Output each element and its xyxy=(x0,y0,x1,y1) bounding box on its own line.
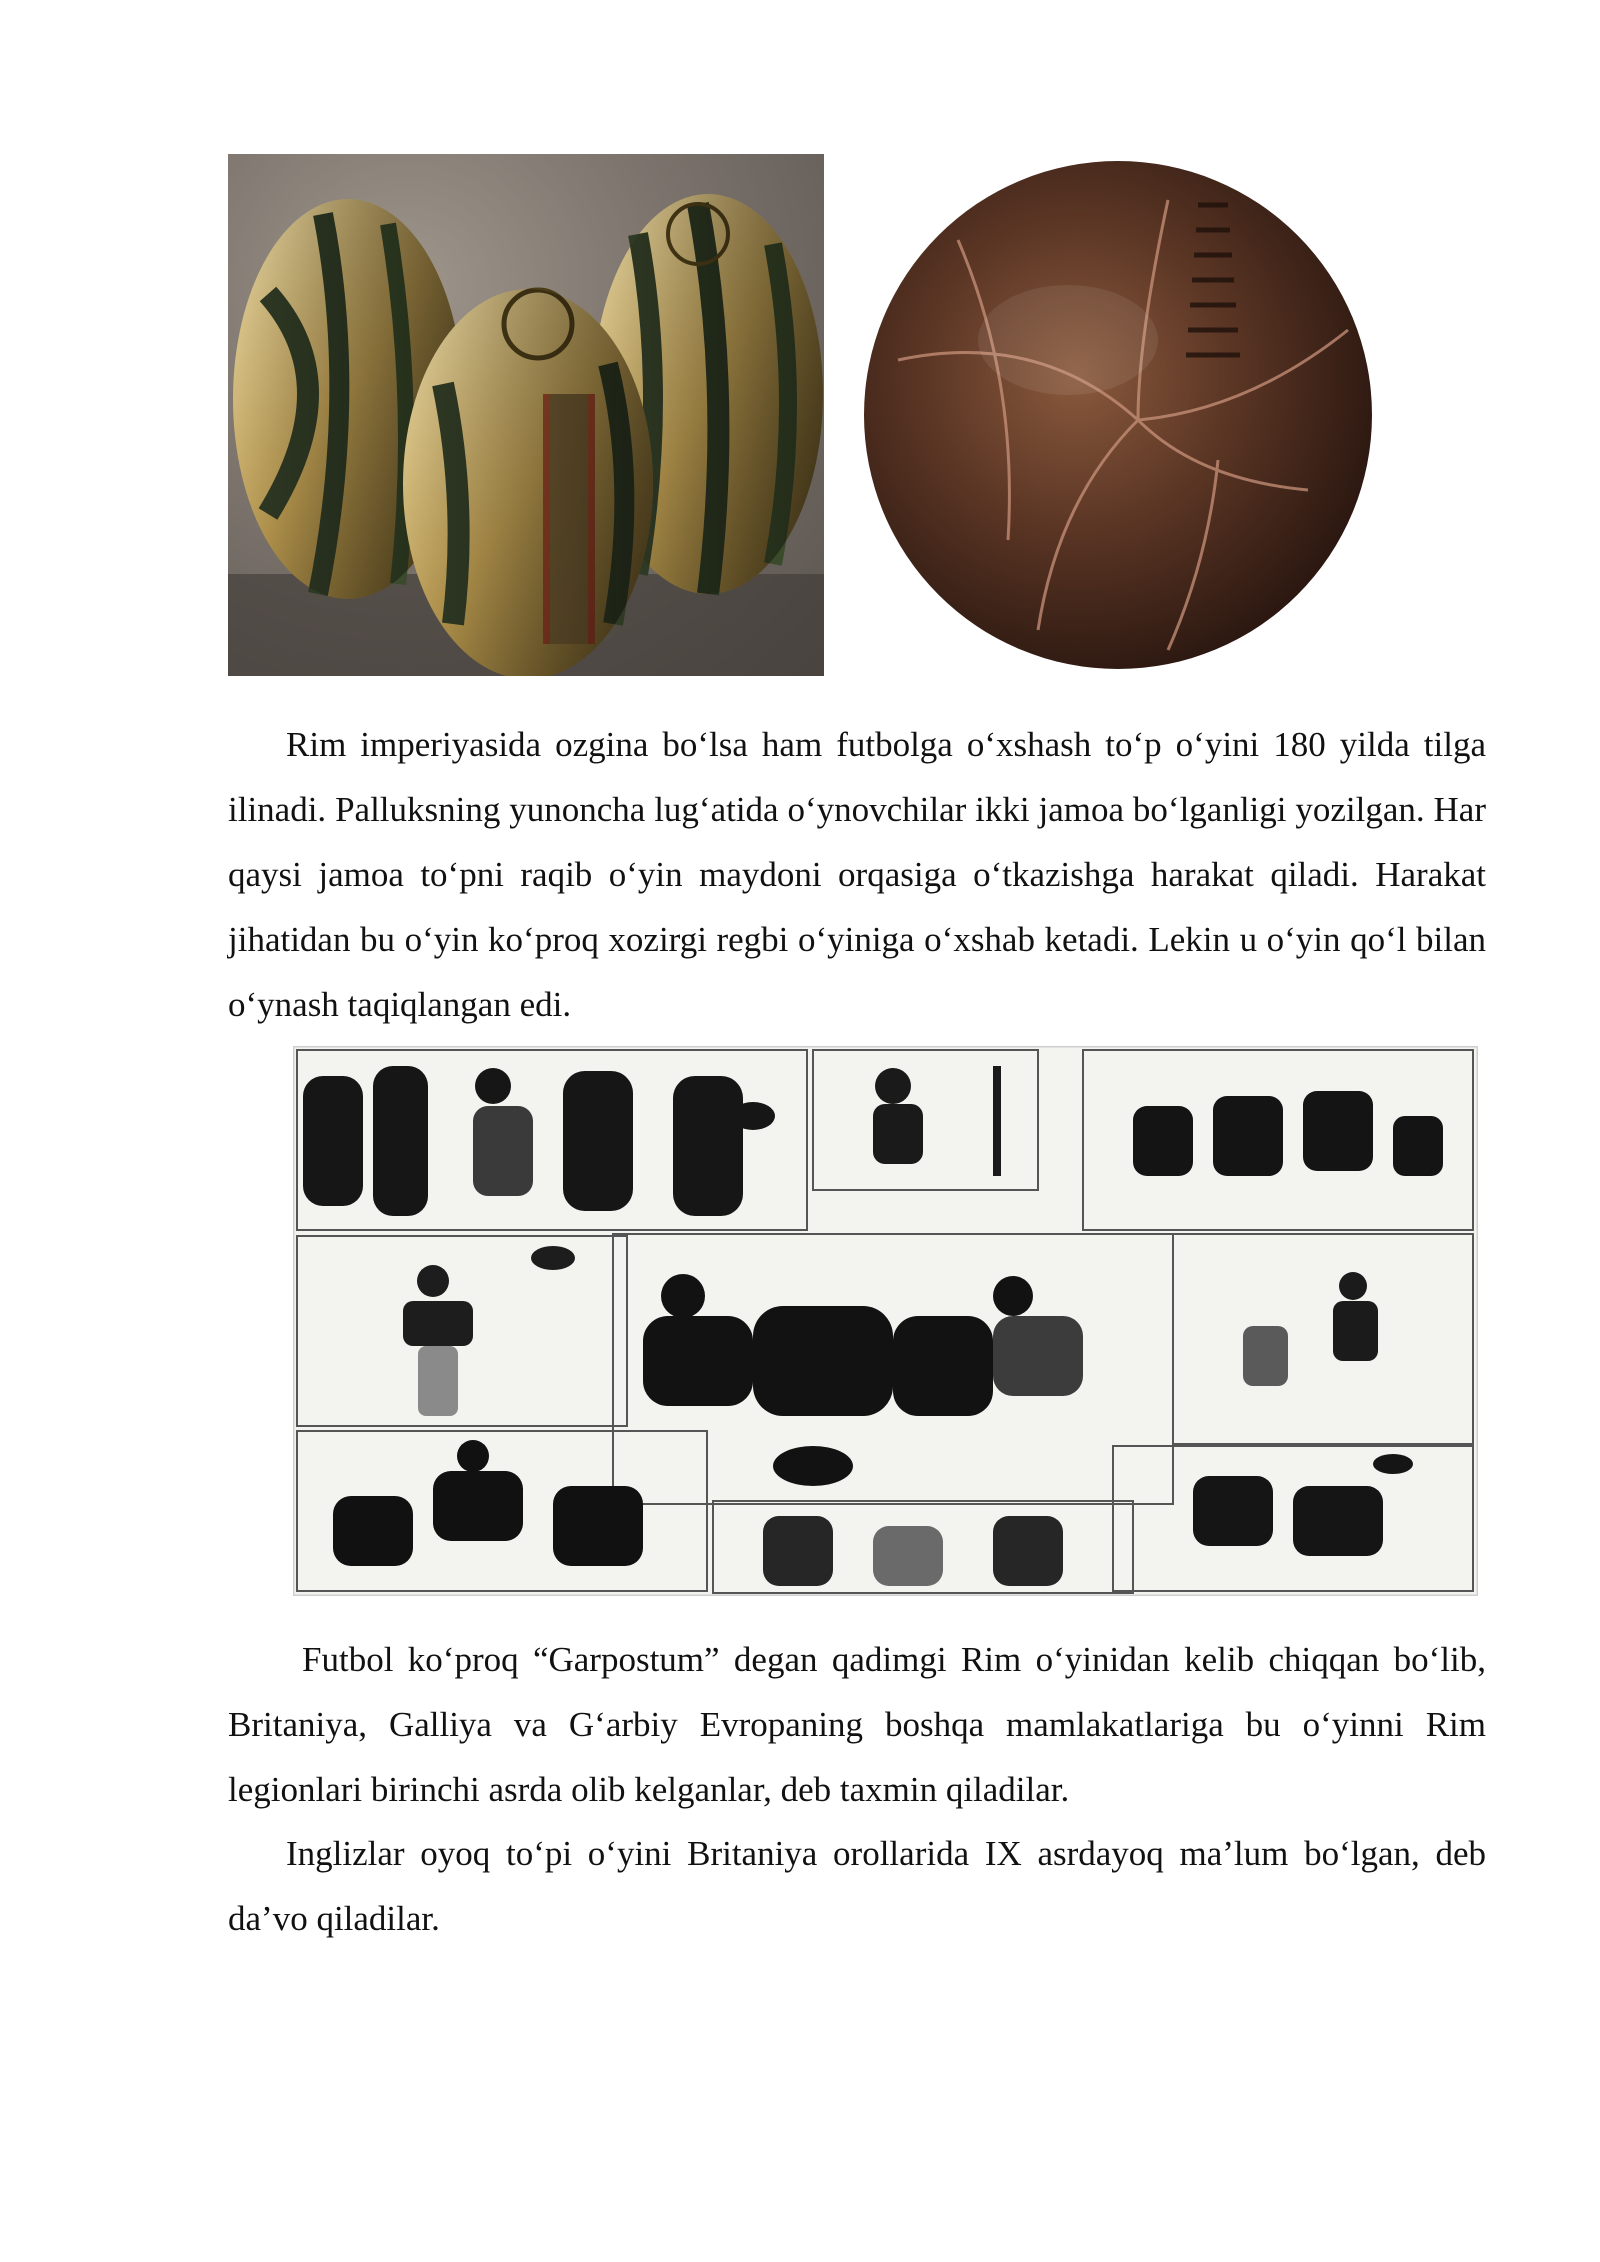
engravings-illustration xyxy=(293,1046,1478,1596)
football-engravings-collage xyxy=(293,1046,1478,1596)
paragraph-british-claim: Inglizlar oyoq to‘pi o‘yini Britaniya orollarida IX asrdayoq ma’lum bo‘lgan, deb da’vo qiladilar. xyxy=(228,1834,1486,1938)
ancient-balls-illustration xyxy=(228,154,824,676)
paragraph-roman-empire: Rim imperiyasida ozgina bo‘lsa ham futbolga o‘xshash to‘p o‘yini 180 yilda tilga ilinadi. Palluksning yunoncha lug‘atida o‘ynovchilar ikki jamoa bo‘lganligi yozilgan. Har qaysi jamoa to‘pni raqib o‘yin maydoni orqasiga o‘tkazishga harakat qiladi. Harakat jihatidan bu o‘yin ko‘proq xozirgi regbi o‘yiniga o‘xshab ketadi. Lekin u o‘yin qo‘l bilan o‘ynash taqiqlangan edi. xyxy=(228,725,1486,1024)
leather-ball-photo xyxy=(838,160,1398,678)
leather-ball-illustration xyxy=(838,160,1398,678)
ancient-balls-photo xyxy=(228,154,824,676)
paragraph-garpostum: Futbol ko‘proq “Garpostum” degan qadimgi Rim o‘yinidan kelib chiqqan bo‘lib, Britaniya, Galliya va G‘arbiy Evropaning boshqa mamlakatlariga bu o‘yinni Rim legionlari birinchi asrda olib kelganlar, deb taxmin qiladilar. xyxy=(228,1640,1486,1809)
ball-middle xyxy=(403,289,653,676)
